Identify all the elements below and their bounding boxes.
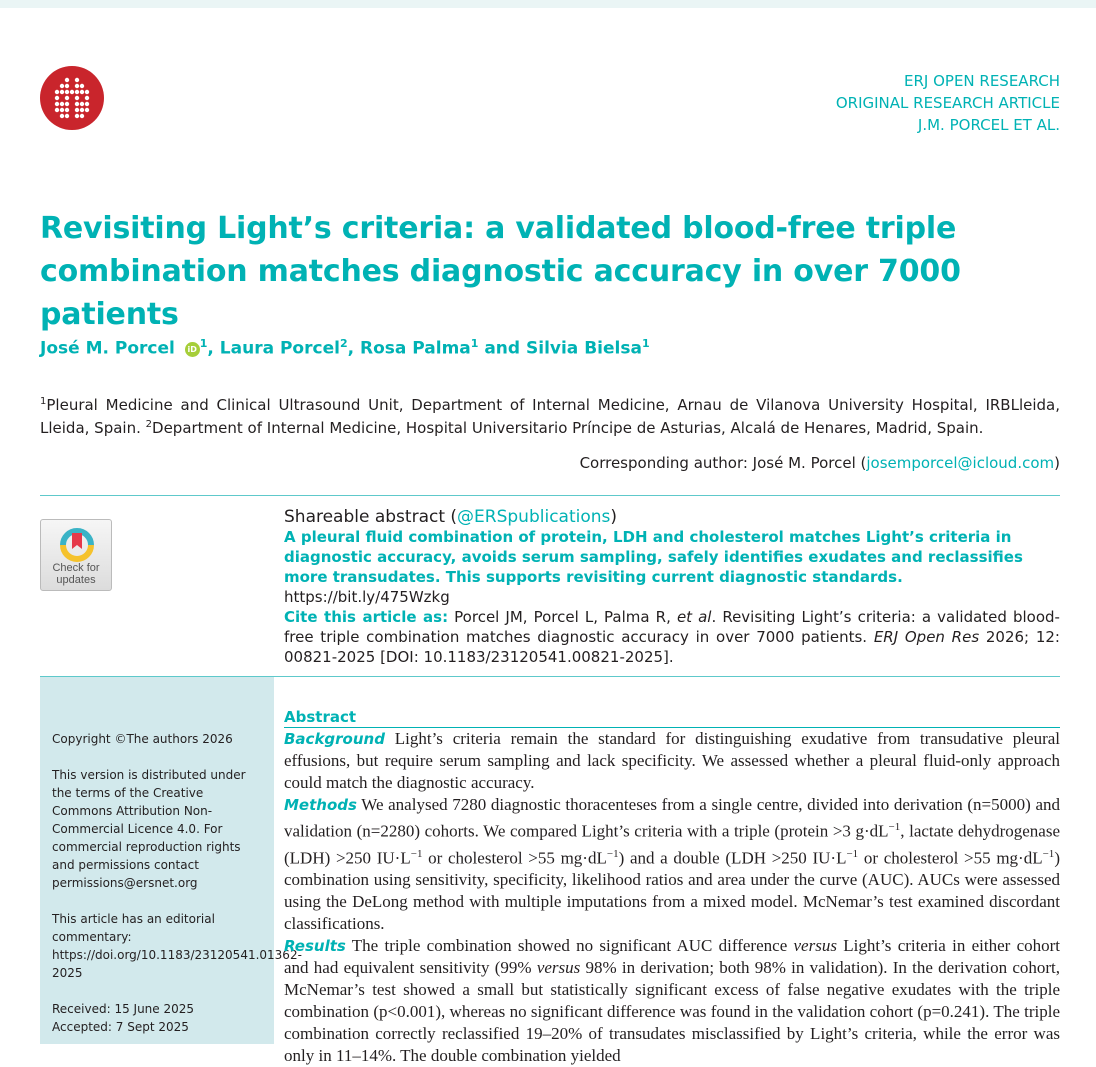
abstract-results: Results The triple combination showed no significant AUC difference versus Light’s criteria in either cohort and had equivalent sensitivity (99% versus 98% in derivation; both 98% in validation). In the derivation cohort, McNemar’s test showed a small but statistically significant excess of false negative exudates with the triple combination (p<0.001), whereas no significant difference was found in the validation cohort (p=0.241). The triple combination correctly reclassified 19–20% of transudates misclassified by Light’s criteria, while the error was only in 11–14%. The double combination yielded — [284, 936, 1061, 1066]
orcid-icon[interactable]: iD — [185, 342, 200, 357]
copyright-notice: Copyright ©The authors 2026 — [52, 732, 233, 746]
author-list: José M. Porcel iD $^1$, Laura Porcel$^2$, Rosa Palma$^1$ and Silvia Bielsa$^1$ — [40, 337, 650, 359]
accepted-date: Accepted: 7 Sept 2025 — [52, 1020, 189, 1034]
check-for-updates-label: Check for updates — [52, 562, 100, 586]
affiliations: $^1$Pleural Medicine and Clinical Ultrasound Unit, Department of Internal Medicine, Arnau de Vilanova University Hospital, IRBLleida, Lleida, Spain. $^2$Department of Internal Medicine, Hospital Universitario Príncipe de Asturias, Alcalá de Henares, Madrid, Spain. — [40, 396, 1060, 437]
author-affiliation-ref: 1 — [641, 337, 650, 350]
author-name: Laura Porcel — [219, 338, 340, 359]
short-link[interactable]: https://bit.ly/475Wzkg — [284, 588, 450, 606]
license-notice: This version is distributed under the terms of the Creative Commons Attribution Non-Commercial Licence 4.0. For commercial reproduction rights and permissions contact permissions@ersnet.org — [52, 768, 246, 890]
top-strip — [0, 0, 1096, 8]
crossmark-icon — [57, 523, 97, 563]
sidebar-info — [52, 730, 302, 1036]
abstract-methods: Methods We analysed 7280 diagnostic thoracenteses from a single centre, divided into derivation (n=5000) and validation (n=2280) cohorts. We compared Light’s criteria with a triple (protein >3 $g\cdot dL^{-1}$, lactate dehydrogenase (LDH) >250 $IU\cdot L^{-1}$ or cholesterol >55 $mg\cdot dL^{-1}$) and a double (LDH >250 $IU\cdot L^{-1}$ or cholesterol >55 $mg\cdot dL^{-1}$) combination using sensitivity, specificity, likelihood ratios and area under the curve (AUC). AUCs were assessed using the DeLong method with multiple imputations from a mixed model. McNemar’s test examined discordant classifications. — [284, 795, 1060, 934]
shareable-message: A pleural fluid combination of protein, LDH and cholesterol matches Light’s criteria in diagnostic accuracy, avoids serum sampling, safely identifies exudates and reclassifies more transudates. This supports revisiting current diagnostic standards. — [284, 528, 1023, 586]
abstract-background: Background Light’s criteria remain the standard for distinguishing exudative from transudative pleural effusions, but require serum sampling and lack specificity. We assessed whether a pleural fluid-only approach could match the diagnostic accuracy. — [284, 729, 1060, 792]
article-title: Revisiting Light’s criteria: a validated blood-free triple combination matches diagnostic accuracy in over 7000 patients — [40, 211, 961, 332]
corresponding-email-link[interactable]: josemporcel@icloud.com — [866, 454, 1055, 472]
journal-meta — [836, 70, 1060, 136]
corresponding-author: Corresponding author: José M. Porcel (josemporcel@icloud.com) — [579, 454, 1060, 472]
article-type: ORIGINAL RESEARCH ARTICLE — [835, 94, 1060, 112]
author-name: Silvia Bielsa — [526, 338, 642, 359]
shareable-heading: Shareable abstract (@ERSpublications) — [284, 507, 618, 527]
shareable-abstract — [284, 507, 1060, 607]
author-affiliation-ref: 1 — [199, 337, 208, 350]
author-affiliation-ref: 1 — [470, 337, 479, 350]
ers-logo-icon — [40, 66, 104, 130]
running-authors: J.M. PORCEL ET AL. — [917, 116, 1060, 134]
abstract-body — [284, 728, 1060, 1067]
received-date: Received: 15 June 2025 — [52, 1002, 195, 1016]
cite-label: Cite this article as: — [284, 608, 449, 626]
check-for-updates-button[interactable] — [40, 519, 112, 591]
author-affiliation-ref: 2 — [339, 337, 348, 350]
abstract-section — [284, 707, 1060, 1067]
twitter-handle-link[interactable]: @ERSpublications — [457, 507, 611, 527]
divider — [40, 495, 1060, 496]
journal-name: ERJ OPEN RESEARCH — [904, 72, 1060, 90]
author-name: Rosa Palma — [359, 338, 471, 359]
citation: Cite this article as: Porcel JM, Porcel L, Palma R, et al. Revisiting Light’s criteria: a validated blood-free triple combination matches diagnostic accuracy in over 7000 patients. ERJ Open Res 2026; 12: 00821-2025 [DOI: 10.1183/23120541.00821-2025]. — [284, 608, 1060, 666]
author-name: José M. Porcel — [40, 338, 175, 359]
editorial-notice: This article has an editorial commentary: https://doi.org/10.1183/23120541.01362-2025 — [52, 912, 302, 980]
abstract-heading: Abstract — [284, 707, 1060, 728]
